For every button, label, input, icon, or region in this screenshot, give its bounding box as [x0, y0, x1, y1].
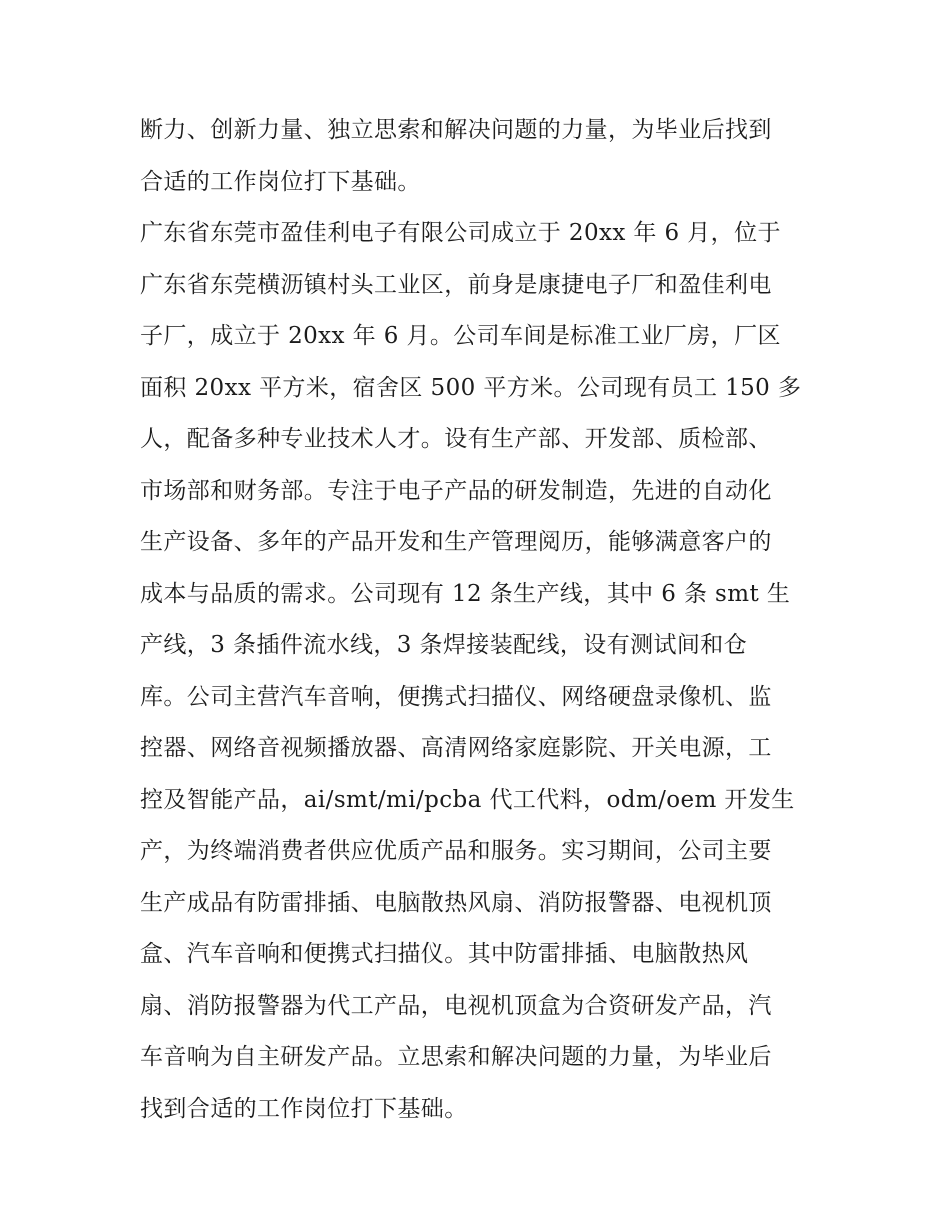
text-line: 扇、消防报警器为代工产品，电视机顶盒为合资研发产品，汽 — [140, 992, 772, 1019]
text-line: 产，为终端消费者供应优质产品和服务。实习期间，公司主要 — [140, 838, 772, 864]
text-line: 盒、汽车音响和便携式扫描仪。其中防雷排插、电脑散热风 — [140, 941, 749, 967]
text-line: 生产成品有防雷排插、电脑散热风扇、消防报警器、电视机顶 — [140, 889, 772, 916]
text-line: 合适的工作岗位打下基础。 — [140, 168, 421, 195]
text-line: 广东省东莞市盈佳利电子有限公司成立于 20xx 年 6 月，位于 — [140, 220, 781, 246]
text-line: 生产设备、多年的产品开发和生产管理阅历，能够满意客户的 — [140, 529, 772, 555]
text-line: 控及智能产品，ai/smt/mi/pcba 代工代料，odm/oem 开发生 — [140, 786, 795, 813]
text-line: 库。公司主营汽车音响，便携式扫描仪、网络硬盘录像机、监 — [140, 683, 772, 710]
text-line: 断力、创新力量、独立思索和解决问题的力量，为毕业后找到 — [140, 117, 772, 143]
text-line: 成本与品质的需求。公司现有 12 条生产线，其中 6 条 smt 生 — [140, 580, 791, 607]
text-line: 市场部和财务部。专注于电子产品的研发制造，先进的自动化 — [140, 477, 772, 504]
text-line: 人，配备多种专业技术人才。设有生产部、开发部、质检部、 — [140, 426, 772, 452]
text-line: 车音响为自主研发产品。立思索和解决问题的力量，为毕业后 — [140, 1044, 772, 1070]
text-line: 控器、网络音视频播放器、高清网络家庭影院、开关电源，工 — [140, 735, 772, 761]
text-line: 广东省东莞横沥镇村头工业区，前身是康捷电子厂和盈佳利电 — [140, 271, 772, 298]
body-text — [140, 105, 820, 1135]
text-line: 面积 20xx 平方米，宿舍区 500 平方米。公司现有员工 150 多 — [140, 374, 802, 401]
text-line: 产线，3 条插件流水线，3 条焊接装配线，设有测试间和仓 — [140, 632, 748, 658]
text-line: 子厂，成立于 20xx 年 6 月。公司车间是标准工业厂房，厂区 — [140, 323, 781, 349]
text-line: 找到合适的工作岗位打下基础。 — [140, 1095, 468, 1122]
